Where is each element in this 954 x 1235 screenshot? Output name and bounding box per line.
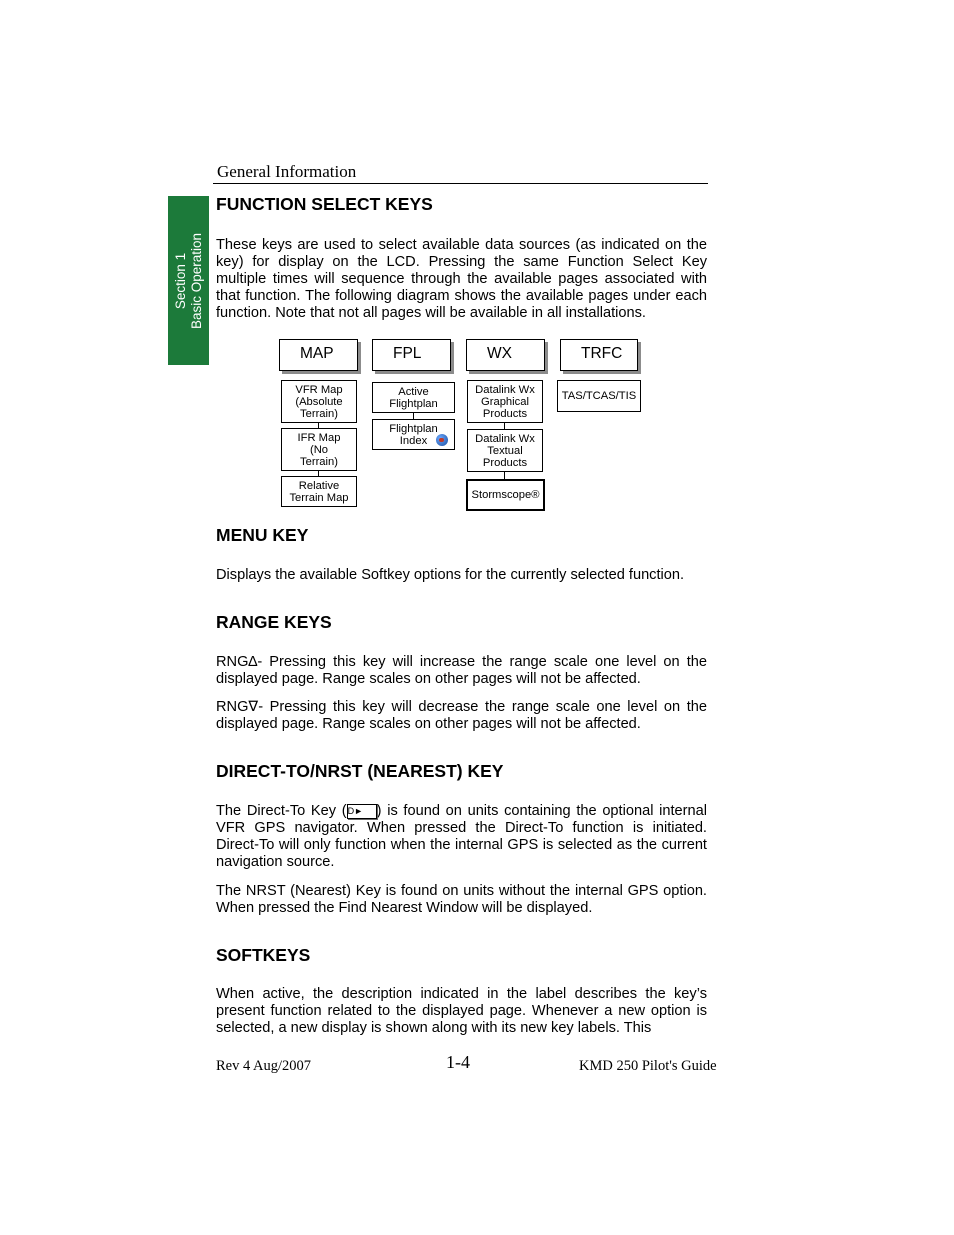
direct-to-text bbox=[216, 803, 707, 871]
range-down-text: RNG∇- Pressing this key will decrease the range scale one level on the displayed page. Range scales on other pages will not be affected. bbox=[216, 699, 707, 732]
vfr-map-page: VFR Map (Absolute Terrain) bbox=[281, 380, 357, 423]
map-function-key: MAP bbox=[279, 339, 358, 371]
datalink-wx-textual-page: Datalink Wx Textual Products bbox=[467, 429, 543, 472]
menu-key-text: Displays the available Softkey options for the currently selected function. bbox=[216, 567, 685, 583]
direct-to-text-end: ) is found on units containing the optional internal VFR GPS navigator. When pressed the Direct-To function is initiated. Direct-To will only function when the internal GPS is selected as the current navigation source. bbox=[216, 803, 707, 870]
function-select-keys-heading: FUNCTION SELECT KEYS bbox=[216, 194, 433, 214]
stormscope-page: Stormscope® bbox=[466, 479, 545, 511]
direct-to-key-icon: D► bbox=[347, 804, 377, 819]
wx-function-key: WX bbox=[466, 339, 545, 371]
section-side-tab bbox=[168, 196, 209, 365]
trfc-function-key: TRFC bbox=[560, 339, 638, 371]
fpl-function-key: FPL bbox=[372, 339, 451, 371]
datalink-wx-graphical-page: Datalink Wx Graphical Products bbox=[467, 380, 543, 423]
relative-terrain-map-page: Relative Terrain Map bbox=[281, 476, 357, 507]
menu-key-heading: MENU KEY bbox=[216, 525, 309, 545]
direct-to-nrst-heading: DIRECT-TO/NRST (NEAREST) KEY bbox=[216, 761, 504, 781]
guide-title-footer: KMD 250 Pilot's Guide bbox=[579, 1058, 717, 1074]
connector-line bbox=[504, 472, 505, 479]
tas-tcas-tis-page: TAS/TCAS/TIS bbox=[557, 380, 641, 412]
flightplan-index-label: Flightplan Index bbox=[389, 422, 438, 447]
revision-footer: Rev 4 Aug/2007 bbox=[216, 1058, 312, 1074]
page-number: 1-4 bbox=[446, 1052, 470, 1072]
direct-to-text-start: The Direct-To Key ( bbox=[216, 803, 347, 819]
active-flightplan-page: Active Flightplan bbox=[372, 382, 455, 413]
connector-line bbox=[413, 413, 414, 419]
side-tab-section-name: Basic Operation bbox=[188, 232, 204, 329]
range-up-text: RNG∆- Pressing this key will increase the range scale one level on the displayed page. Range scales on other pages will not be affected. bbox=[216, 654, 707, 687]
function-select-keys-text: These keys are used to select available data sources (as indicated on the key) for display on the LCD. Pressing the same Function Select Key multiple times will sequence through the available pages associated with that function. The following diagram shows the available pages under each function. Note that not all pages will be available in all installations. bbox=[216, 237, 707, 321]
flightplan-index-page bbox=[372, 419, 455, 450]
nrst-key-text: The NRST (Nearest) Key is found on units without the internal GPS option. When pressed the Find Nearest Window will be displayed. bbox=[216, 883, 707, 916]
connector-line bbox=[318, 471, 319, 476]
range-keys-heading: RANGE KEYS bbox=[216, 612, 332, 632]
running-head: General Information bbox=[217, 162, 357, 181]
side-tab-section-label: Section 1 bbox=[172, 252, 188, 309]
connector-line bbox=[318, 423, 319, 428]
globe-icon bbox=[436, 434, 448, 446]
header-rule bbox=[213, 183, 708, 184]
softkeys-text: When active, the description indicated in the label describes the key’s present function related to the displayed page. Whenever a new option is selected, a new display is shown along with its new key labels. This bbox=[216, 986, 707, 1036]
softkeys-heading: SOFTKEYS bbox=[216, 945, 311, 965]
connector-line bbox=[504, 423, 505, 429]
ifr-map-page: IFR Map (No Terrain) bbox=[281, 428, 357, 471]
